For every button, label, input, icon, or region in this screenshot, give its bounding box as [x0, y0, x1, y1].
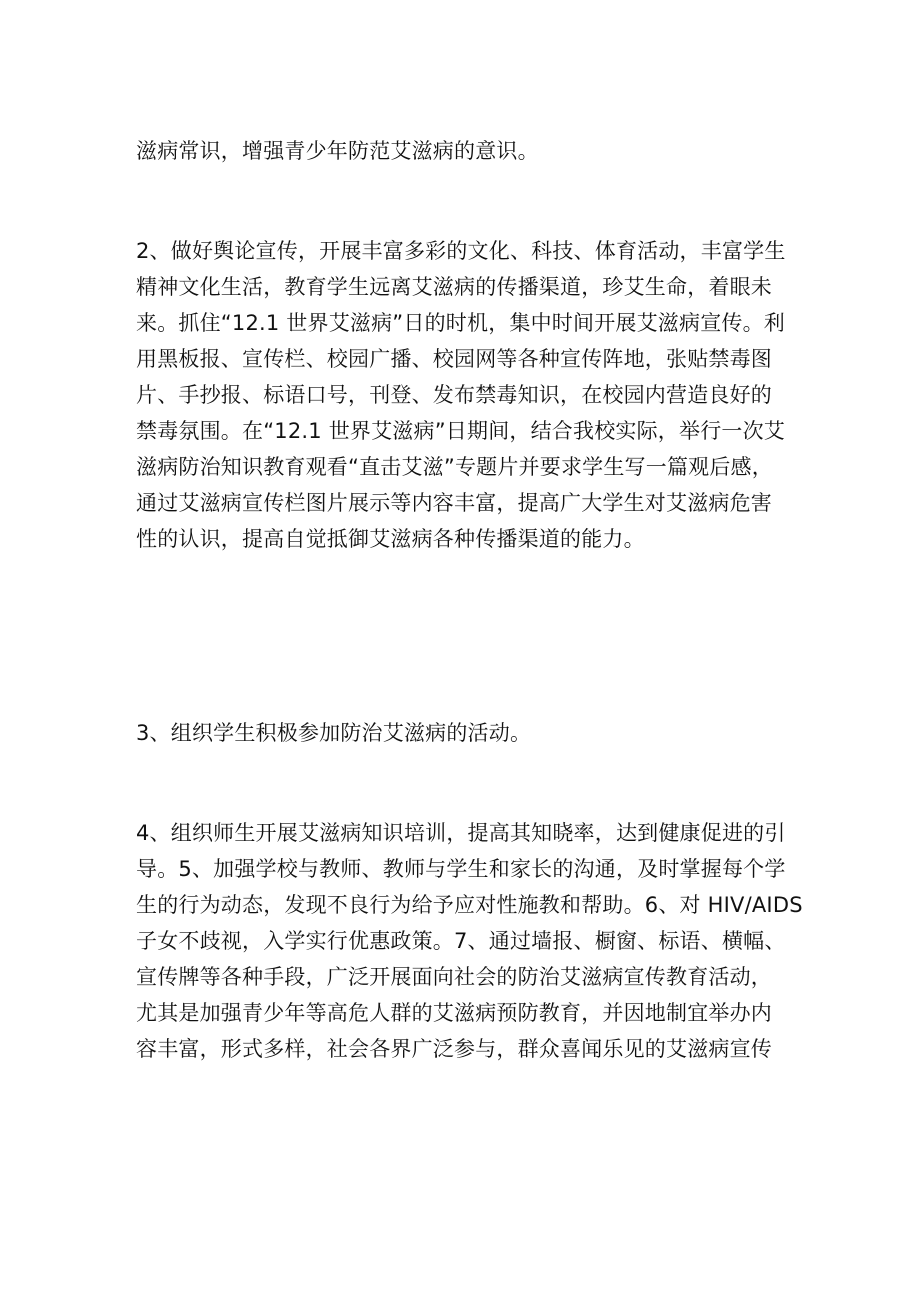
- paragraph-1-line-1: 滋病常识，增强青少年防范艾滋病的意识。: [136, 139, 539, 163]
- paragraph-2-line-4: 用黑板报、宣传栏、校园广播、校园网等各种宣传阵地，张贴禁毒图: [136, 347, 772, 371]
- paragraph-2-line-2: 精神文化生活，教育学生远离艾滋病的传播渠道，珍艾生命，着眼未: [136, 275, 772, 299]
- paragraph-4-line-5: 宣传牌等各种手段，广泛开展面向社会的防治艾滋病宣传教育活动，: [136, 965, 772, 989]
- paragraph-2: [136, 233, 800, 557]
- paragraph-2-line-9: 性的认识，提高自觉抵御艾滋病各种传播渠道的能力。: [136, 527, 645, 551]
- paragraph-4: [136, 815, 803, 1067]
- paragraph-2-line-8: 通过艾滋病宣传栏图片展示等内容丰富，提高广大学生对艾滋病危害: [136, 491, 772, 515]
- paragraph-4-line-3: 生的行为动态，发现不良行为给予应对性施教和帮助。6、对 HIV/AIDS: [136, 893, 803, 917]
- paragraph-4-line-4: 子女不歧视，入学实行优惠政策。7、通过墙报、橱窗、标语、横幅、: [136, 929, 786, 953]
- paragraph-3: [136, 715, 800, 751]
- paragraph-2-line-6: 禁毒氛围。在“12.1 世界艾滋病”日期间，结合我校实际，举行一次艾: [136, 419, 785, 443]
- paragraph-4-line-7: 容丰富，形式多样，社会各界广泛参与，群众喜闻乐见的艾滋病宣传: [136, 1037, 772, 1061]
- paragraph-2-line-1: 2、做好舆论宣传，开展丰富多彩的文化、科技、体育活动，丰富学生: [136, 239, 786, 263]
- paragraph-2-line-3: 来。抓住“12.1 世界艾滋病”日的时机，集中时间开展艾滋病宣传。利: [136, 311, 785, 335]
- paragraph-2-line-7: 滋病防治知识教育观看“直击艾滋”专题片并要求学生写一篇观后感，: [136, 455, 773, 479]
- paragraph-2-line-5: 片、手抄报、标语口号，刊登、发布禁毒知识，在校园内营造良好的: [136, 383, 772, 407]
- paragraph-4-line-2: 导。5、加强学校与教师、教师与学生和家长的沟通，及时掌握每个学: [136, 857, 786, 881]
- paragraph-1: [136, 133, 800, 169]
- paragraph-4-line-1: 4、组织师生开展艾滋病知识培训，提高其知晓率，达到健康促进的引: [136, 821, 786, 845]
- paragraph-3-line-1: 3、组织学生积极参加防治艾滋病的活动。: [136, 721, 532, 745]
- paragraph-4-line-6: 尤其是加强青少年等高危人群的艾滋病预防教育，并因地制宜举办内: [136, 1001, 772, 1025]
